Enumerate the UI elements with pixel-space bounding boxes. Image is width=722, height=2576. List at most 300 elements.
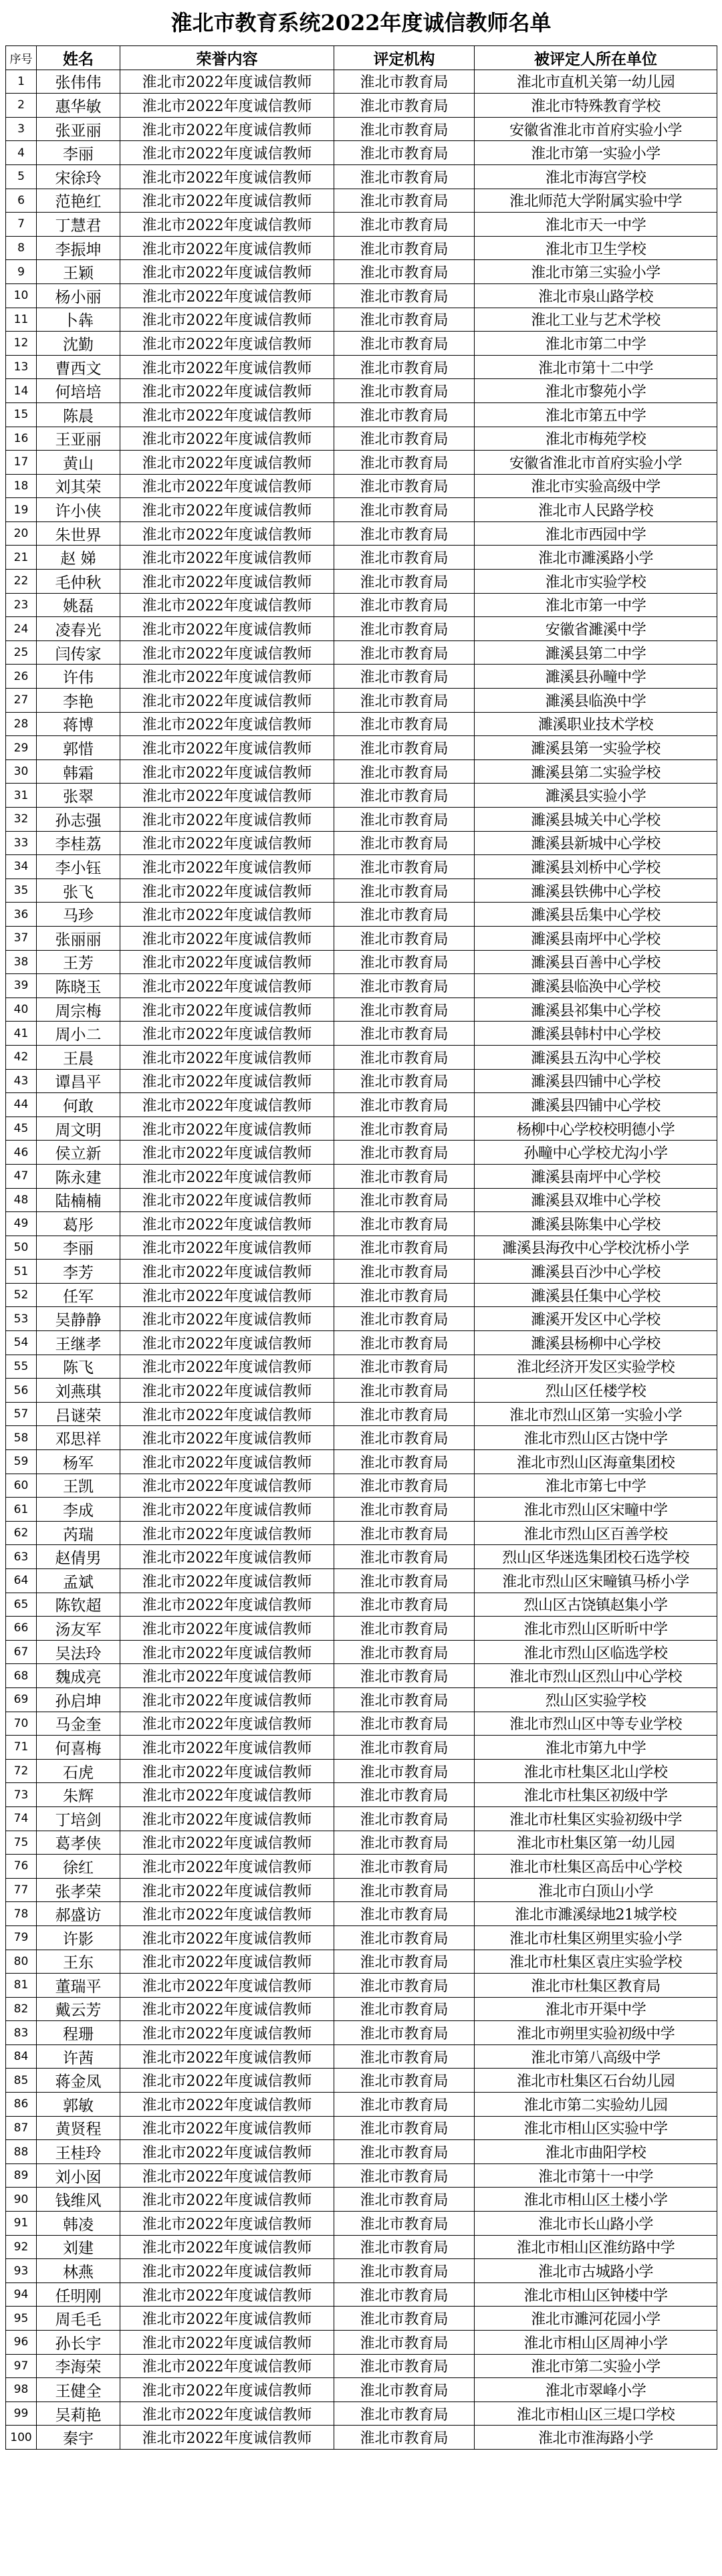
agency-cell: 淮北市教育局	[334, 2402, 475, 2426]
honor-cell: 淮北市2022年度诚信教师	[120, 926, 334, 950]
agency-cell: 淮北市教育局	[334, 332, 475, 356]
honor-cell: 淮北市2022年度诚信教师	[120, 974, 334, 998]
table-body	[6, 70, 717, 2449]
table-row	[6, 2163, 717, 2188]
agency-cell: 淮北市教育局	[334, 213, 475, 237]
unit-cell: 淮北市杜集区教育局	[475, 1974, 717, 1998]
agency-cell: 淮北市教育局	[334, 474, 475, 498]
table-row	[6, 379, 717, 403]
unit-cell: 淮北市相山区三堤口学校	[475, 2402, 717, 2426]
name-cell: 杨军	[37, 1450, 120, 1474]
unit-cell: 烈山区古饶镇赵集小学	[475, 1593, 717, 1617]
name-cell: 李丽	[37, 1236, 120, 1260]
name-cell: 李海荣	[37, 2354, 120, 2378]
serial-cell: 53	[6, 1307, 37, 1331]
serial-cell: 48	[6, 1188, 37, 1212]
table-row	[6, 1045, 717, 1069]
honor-cell: 淮北市2022年度诚信教师	[120, 1974, 334, 1998]
name-cell: 黄贤程	[37, 2116, 120, 2140]
agency-cell: 淮北市教育局	[334, 117, 475, 141]
name-cell: 范艳红	[37, 189, 120, 213]
honor-cell: 淮北市2022年度诚信教师	[120, 1474, 334, 1498]
agency-cell: 淮北市教育局	[334, 1974, 475, 1998]
agency-cell: 淮北市教育局	[334, 879, 475, 903]
serial-cell: 51	[6, 1260, 37, 1284]
agency-cell: 淮北市教育局	[334, 950, 475, 974]
name-cell: 李丽	[37, 141, 120, 165]
unit-cell: 烈山区实验学校	[475, 1687, 717, 1712]
honor-cell: 淮北市2022年度诚信教师	[120, 1736, 334, 1760]
agency-cell: 淮北市教育局	[334, 2188, 475, 2212]
name-cell: 李振坤	[37, 236, 120, 260]
table-row	[6, 1188, 717, 1212]
table-row	[6, 1974, 717, 1998]
serial-cell: 86	[6, 2093, 37, 2117]
table-row	[6, 70, 717, 94]
unit-cell: 淮北市烈山区第一实验小学	[475, 1402, 717, 1426]
honor-cell: 淮北市2022年度诚信教师	[120, 2188, 334, 2212]
serial-cell: 72	[6, 1759, 37, 1783]
serial-cell: 38	[6, 950, 37, 974]
unit-cell: 濉溪县海孜中心学校沈桥小学	[475, 1236, 717, 1260]
serial-cell: 79	[6, 1925, 37, 1950]
honor-cell: 淮北市2022年度诚信教师	[120, 712, 334, 736]
unit-cell: 淮北市杜集区初级中学	[475, 1783, 717, 1807]
honor-cell: 淮北市2022年度诚信教师	[120, 1236, 334, 1260]
agency-cell: 淮北市教育局	[334, 1426, 475, 1450]
table-row	[6, 1402, 717, 1426]
unit-cell: 濉溪县南坪中心学校	[475, 1164, 717, 1188]
unit-cell: 淮北市杜集区北山学校	[475, 1759, 717, 1783]
serial-cell: 66	[6, 1617, 37, 1641]
table-row	[6, 1569, 717, 1593]
name-cell: 张翠	[37, 784, 120, 808]
honor-cell: 淮北市2022年度诚信教师	[120, 1545, 334, 1569]
serial-cell: 44	[6, 1093, 37, 1117]
name-cell: 吴莉艳	[37, 2402, 120, 2426]
honor-cell: 淮北市2022年度诚信教师	[120, 2282, 334, 2307]
unit-cell: 淮北市相山区淮纺路中学	[475, 2235, 717, 2259]
honor-cell: 淮北市2022年度诚信教师	[120, 736, 334, 760]
table-row	[6, 427, 717, 451]
agency-cell: 淮北市教育局	[334, 521, 475, 546]
unit-cell: 淮北市第一中学	[475, 593, 717, 617]
table-row	[6, 308, 717, 332]
unit-cell: 淮北市长山路小学	[475, 2212, 717, 2236]
unit-cell: 濉溪县百善中心学校	[475, 950, 717, 974]
table-row	[6, 950, 717, 974]
table-row	[6, 784, 717, 808]
honor-cell: 淮北市2022年度诚信教师	[120, 1878, 334, 1902]
agency-cell: 淮北市教育局	[334, 1925, 475, 1950]
honor-cell: 淮北市2022年度诚信教师	[120, 1759, 334, 1783]
agency-cell: 淮北市教育局	[334, 903, 475, 927]
serial-cell: 43	[6, 1069, 37, 1093]
name-cell: 卜犇	[37, 308, 120, 332]
serial-cell: 89	[6, 2163, 37, 2188]
agency-cell: 淮北市教育局	[334, 926, 475, 950]
teacher-roster-table	[5, 45, 717, 2450]
name-cell: 李小钰	[37, 855, 120, 879]
table-row	[6, 1806, 717, 1831]
unit-cell: 淮北市直机关第一幼儿园	[475, 70, 717, 94]
agency-cell: 淮北市教育局	[334, 1260, 475, 1284]
agency-cell: 淮北市教育局	[334, 2331, 475, 2355]
honor-cell: 淮北市2022年度诚信教师	[120, 1212, 334, 1236]
agency-cell: 淮北市教育局	[334, 1498, 475, 1522]
table-row	[6, 665, 717, 689]
agency-cell: 淮北市教育局	[334, 1474, 475, 1498]
name-cell: 蒋金凤	[37, 2069, 120, 2093]
agency-cell: 淮北市教育局	[334, 1188, 475, 1212]
header-name: 姓名	[37, 46, 120, 70]
name-cell: 葛彤	[37, 1212, 120, 1236]
name-cell: 王颖	[37, 260, 120, 284]
honor-cell: 淮北市2022年度诚信教师	[120, 1902, 334, 1926]
unit-cell: 濉溪县杨柳中心学校	[475, 1331, 717, 1355]
honor-cell: 淮北市2022年度诚信教师	[120, 1307, 334, 1331]
serial-cell: 7	[6, 213, 37, 237]
table-row	[6, 1141, 717, 1165]
unit-cell: 安徽省濉溪中学	[475, 617, 717, 641]
honor-cell: 淮北市2022年度诚信教师	[120, 1617, 334, 1641]
name-cell: 石虎	[37, 1759, 120, 1783]
name-cell: 杨小丽	[37, 283, 120, 308]
name-cell: 马金奎	[37, 1712, 120, 1736]
honor-cell: 淮北市2022年度诚信教师	[120, 451, 334, 475]
honor-cell: 淮北市2022年度诚信教师	[120, 784, 334, 808]
honor-cell: 淮北市2022年度诚信教师	[120, 308, 334, 332]
serial-cell: 34	[6, 855, 37, 879]
serial-cell: 90	[6, 2188, 37, 2212]
table-row	[6, 1759, 717, 1783]
name-cell: 陈永建	[37, 1164, 120, 1188]
honor-cell: 淮北市2022年度诚信教师	[120, 617, 334, 641]
agency-cell: 淮北市教育局	[334, 1069, 475, 1093]
agency-cell: 淮北市教育局	[334, 689, 475, 713]
name-cell: 马珍	[37, 903, 120, 927]
serial-cell: 52	[6, 1283, 37, 1307]
serial-cell: 14	[6, 379, 37, 403]
name-cell: 孙启坤	[37, 1687, 120, 1712]
agency-cell: 淮北市教育局	[334, 1664, 475, 1688]
serial-cell: 67	[6, 1640, 37, 1664]
agency-cell: 淮北市教育局	[334, 164, 475, 189]
name-cell: 周毛毛	[37, 2307, 120, 2331]
table-row	[6, 141, 717, 165]
agency-cell: 淮北市教育局	[334, 1045, 475, 1069]
table-row	[6, 521, 717, 546]
name-cell: 陈飞	[37, 1355, 120, 1379]
agency-cell: 淮北市教育局	[334, 1831, 475, 1855]
serial-cell: 97	[6, 2354, 37, 2378]
unit-cell: 淮北市第二中学	[475, 332, 717, 356]
unit-cell: 淮北市杜集区高岳中心学校	[475, 1855, 717, 1879]
unit-cell: 濉溪县新城中心学校	[475, 831, 717, 855]
name-cell: 宋徐玲	[37, 164, 120, 189]
table-row	[6, 1664, 717, 1688]
serial-cell: 65	[6, 1593, 37, 1617]
unit-cell: 孙疃中心学校尤沟小学	[475, 1141, 717, 1165]
honor-cell: 淮北市2022年度诚信教师	[120, 355, 334, 379]
name-cell: 闫传家	[37, 640, 120, 665]
agency-cell: 淮北市教育局	[334, 1331, 475, 1355]
honor-cell: 淮北市2022年度诚信教师	[120, 1855, 334, 1879]
table-row	[6, 1474, 717, 1498]
table-row	[6, 1640, 717, 1664]
honor-cell: 淮北市2022年度诚信教师	[120, 1806, 334, 1831]
name-cell: 孟斌	[37, 1569, 120, 1593]
agency-cell: 淮北市教育局	[334, 2021, 475, 2045]
table-row	[6, 593, 717, 617]
honor-cell: 淮北市2022年度诚信教师	[120, 117, 334, 141]
agency-cell: 淮北市教育局	[334, 617, 475, 641]
unit-cell: 淮北市黎苑小学	[475, 379, 717, 403]
unit-cell: 濉溪县第二实验学校	[475, 759, 717, 784]
table-row	[6, 332, 717, 356]
serial-cell: 56	[6, 1379, 37, 1403]
name-cell: 王凯	[37, 1474, 120, 1498]
agency-cell: 淮北市教育局	[334, 1617, 475, 1641]
honor-cell: 淮北市2022年度诚信教师	[120, 2426, 334, 2450]
unit-cell: 濉溪县祁集中心学校	[475, 998, 717, 1022]
serial-cell: 3	[6, 117, 37, 141]
honor-cell: 淮北市2022年度诚信教师	[120, 570, 334, 594]
agency-cell: 淮北市教育局	[334, 1997, 475, 2021]
serial-cell: 96	[6, 2331, 37, 2355]
name-cell: 谭昌平	[37, 1069, 120, 1093]
table-row	[6, 1164, 717, 1188]
honor-cell: 淮北市2022年度诚信教师	[120, 1188, 334, 1212]
honor-cell: 淮北市2022年度诚信教师	[120, 260, 334, 284]
unit-cell: 烈山区任楼学校	[475, 1379, 717, 1403]
serial-cell: 1	[6, 70, 37, 94]
name-cell: 王晨	[37, 1045, 120, 1069]
name-cell: 刘小囡	[37, 2163, 120, 2188]
unit-cell: 濉溪县第二中学	[475, 640, 717, 665]
unit-cell: 淮北市第十一中学	[475, 2163, 717, 2188]
honor-cell: 淮北市2022年度诚信教师	[120, 593, 334, 617]
table-row	[6, 974, 717, 998]
serial-cell: 9	[6, 260, 37, 284]
serial-cell: 60	[6, 1474, 37, 1498]
unit-cell: 濉溪县南坪中心学校	[475, 926, 717, 950]
honor-cell: 淮北市2022年度诚信教师	[120, 879, 334, 903]
honor-cell: 淮北市2022年度诚信教师	[120, 1569, 334, 1593]
unit-cell: 安徽省淮北市首府实验小学	[475, 117, 717, 141]
serial-cell: 24	[6, 617, 37, 641]
unit-cell: 淮北市白顶山小学	[475, 1878, 717, 1902]
name-cell: 何敢	[37, 1093, 120, 1117]
name-cell: 韩凌	[37, 2212, 120, 2236]
agency-cell: 淮北市教育局	[334, 974, 475, 998]
table-row	[6, 1997, 717, 2021]
serial-cell: 19	[6, 498, 37, 522]
honor-cell: 淮北市2022年度诚信教师	[120, 1331, 334, 1355]
agency-cell: 淮北市教育局	[334, 546, 475, 570]
serial-cell: 55	[6, 1355, 37, 1379]
serial-cell: 20	[6, 521, 37, 546]
table-row	[6, 1212, 717, 1236]
table-row	[6, 1069, 717, 1093]
serial-cell: 50	[6, 1236, 37, 1260]
agency-cell: 淮北市教育局	[334, 998, 475, 1022]
unit-cell: 淮北市杜集区袁庄实验学校	[475, 1950, 717, 1974]
name-cell: 陆楠楠	[37, 1188, 120, 1212]
table-row	[6, 2259, 717, 2283]
honor-cell: 淮北市2022年度诚信教师	[120, 1164, 334, 1188]
agency-cell: 淮北市教育局	[334, 1902, 475, 1926]
unit-cell: 濉溪县实验小学	[475, 784, 717, 808]
serial-cell: 13	[6, 355, 37, 379]
table-row	[6, 117, 717, 141]
unit-cell: 淮北市第二实验小学	[475, 2354, 717, 2378]
name-cell: 何培培	[37, 379, 120, 403]
honor-cell: 淮北市2022年度诚信教师	[120, 402, 334, 427]
honor-cell: 淮北市2022年度诚信教师	[120, 2259, 334, 2283]
serial-cell: 18	[6, 474, 37, 498]
honor-cell: 淮北市2022年度诚信教师	[120, 213, 334, 237]
serial-cell: 27	[6, 689, 37, 713]
name-cell: 芮瑞	[37, 1521, 120, 1545]
honor-cell: 淮北市2022年度诚信教师	[120, 141, 334, 165]
honor-cell: 淮北市2022年度诚信教师	[120, 1664, 334, 1688]
agency-cell: 淮北市教育局	[334, 2116, 475, 2140]
table-row	[6, 2116, 717, 2140]
header-serial: 序号	[6, 46, 37, 70]
unit-cell: 淮北市相山区钟楼中学	[475, 2282, 717, 2307]
serial-cell: 83	[6, 2021, 37, 2045]
unit-cell: 淮北市朔里实验初级中学	[475, 2021, 717, 2045]
name-cell: 许伟	[37, 665, 120, 689]
table-row	[6, 759, 717, 784]
agency-cell: 淮北市教育局	[334, 736, 475, 760]
unit-cell: 濉溪县刘桥中心学校	[475, 855, 717, 879]
serial-cell: 37	[6, 926, 37, 950]
serial-cell: 45	[6, 1117, 37, 1141]
honor-cell: 淮北市2022年度诚信教师	[120, 1022, 334, 1046]
agency-cell: 淮北市教育局	[334, 236, 475, 260]
honor-cell: 淮北市2022年度诚信教师	[120, 2402, 334, 2426]
table-row	[6, 855, 717, 879]
honor-cell: 淮北市2022年度诚信教师	[120, 474, 334, 498]
agency-cell: 淮北市教育局	[334, 2069, 475, 2093]
name-cell: 朱辉	[37, 1783, 120, 1807]
serial-cell: 30	[6, 759, 37, 784]
table-row	[6, 2069, 717, 2093]
agency-cell: 淮北市教育局	[334, 308, 475, 332]
table-row	[6, 1736, 717, 1760]
unit-cell: 淮北市杜集区石台幼儿园	[475, 2069, 717, 2093]
table-row	[6, 1687, 717, 1712]
unit-cell: 濉溪县百沙中心学校	[475, 1260, 717, 1284]
table-row	[6, 1521, 717, 1545]
table-row	[6, 474, 717, 498]
honor-cell: 淮北市2022年度诚信教师	[120, 903, 334, 927]
unit-cell: 淮北市烈山区烈山中心学校	[475, 1664, 717, 1688]
honor-cell: 淮北市2022年度诚信教师	[120, 521, 334, 546]
honor-cell: 淮北市2022年度诚信教师	[120, 808, 334, 832]
table-row	[6, 2188, 717, 2212]
table-row	[6, 2307, 717, 2331]
name-cell: 秦宇	[37, 2426, 120, 2450]
unit-cell: 淮北市天一中学	[475, 213, 717, 237]
serial-cell: 74	[6, 1806, 37, 1831]
table-row	[6, 1450, 717, 1474]
serial-cell: 78	[6, 1902, 37, 1926]
agency-cell: 淮北市教育局	[334, 1236, 475, 1260]
agency-cell: 淮北市教育局	[334, 1450, 475, 1474]
agency-cell: 淮北市教育局	[334, 2212, 475, 2236]
unit-cell: 安徽省淮北市首府实验小学	[475, 451, 717, 475]
serial-cell: 80	[6, 1950, 37, 1974]
name-cell: 程珊	[37, 2021, 120, 2045]
honor-cell: 淮北市2022年度诚信教师	[120, 2069, 334, 2093]
agency-cell: 淮北市教育局	[334, 640, 475, 665]
unit-cell: 濉溪县城关中心学校	[475, 808, 717, 832]
honor-cell: 淮北市2022年度诚信教师	[120, 1997, 334, 2021]
unit-cell: 淮北市特殊教育学校	[475, 94, 717, 118]
serial-cell: 76	[6, 1855, 37, 1879]
table-row	[6, 260, 717, 284]
agency-cell: 淮北市教育局	[334, 2044, 475, 2069]
agency-cell: 淮北市教育局	[334, 831, 475, 855]
honor-cell: 淮北市2022年度诚信教师	[120, 1687, 334, 1712]
name-cell: 侯立新	[37, 1141, 120, 1165]
serial-cell: 68	[6, 1664, 37, 1688]
table-row	[6, 164, 717, 189]
name-cell: 郝盛访	[37, 1902, 120, 1926]
table-row	[6, 879, 717, 903]
table-header-row	[6, 46, 717, 70]
table-row	[6, 617, 717, 641]
table-row	[6, 546, 717, 570]
serial-cell: 62	[6, 1521, 37, 1545]
name-cell: 汤友军	[37, 1617, 120, 1641]
name-cell: 黄山	[37, 451, 120, 475]
honor-cell: 淮北市2022年度诚信教师	[120, 332, 334, 356]
unit-cell: 淮北市第一实验小学	[475, 141, 717, 165]
agency-cell: 淮北市教育局	[334, 1687, 475, 1712]
honor-cell: 淮北市2022年度诚信教师	[120, 1783, 334, 1807]
unit-cell: 淮北市西园中学	[475, 521, 717, 546]
serial-cell: 73	[6, 1783, 37, 1807]
honor-cell: 淮北市2022年度诚信教师	[120, 1093, 334, 1117]
table-row	[6, 1022, 717, 1046]
agency-cell: 淮北市教育局	[334, 1022, 475, 1046]
table-row	[6, 1117, 717, 1141]
unit-cell: 濉溪县临涣中心学校	[475, 974, 717, 998]
unit-cell: 淮北市第三实验小学	[475, 260, 717, 284]
agency-cell: 淮北市教育局	[334, 1093, 475, 1117]
agency-cell: 淮北市教育局	[334, 1521, 475, 1545]
table-row	[6, 1950, 717, 1974]
table-row	[6, 1093, 717, 1117]
unit-cell: 淮北工业与艺术学校	[475, 308, 717, 332]
honor-cell: 淮北市2022年度诚信教师	[120, 94, 334, 118]
table-row	[6, 2235, 717, 2259]
honor-cell: 淮北市2022年度诚信教师	[120, 498, 334, 522]
table-row	[6, 831, 717, 855]
table-row	[6, 402, 717, 427]
header-unit: 被评定人所在单位	[475, 46, 717, 70]
serial-cell: 5	[6, 164, 37, 189]
name-cell: 曹西文	[37, 355, 120, 379]
honor-cell: 淮北市2022年度诚信教师	[120, 1402, 334, 1426]
serial-cell: 29	[6, 736, 37, 760]
table-row	[6, 1902, 717, 1926]
table-row	[6, 2354, 717, 2378]
